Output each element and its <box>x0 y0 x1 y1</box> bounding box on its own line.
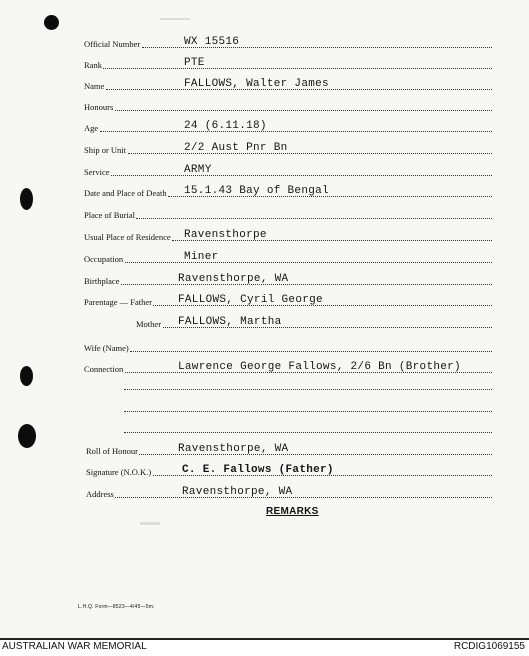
occupation-row <box>84 249 492 265</box>
punch-hole <box>20 366 33 386</box>
roll-of-honour-value: Ravensthorpe, WA <box>178 443 289 455</box>
connection-value: Lawrence George Fallows, 2/6 Bn (Brother) <box>178 361 461 373</box>
father-row <box>84 292 492 308</box>
mother-value: FALLOWS, Martha <box>178 316 282 328</box>
official-number-value: WX 15516 <box>184 36 240 48</box>
wife-label: Wife (Name) <box>84 343 129 353</box>
footer-institution: AUSTRALIAN WAR MEMORIAL <box>2 641 147 652</box>
dotted-line <box>111 175 492 176</box>
age-value: 24 (6.11.18) <box>184 120 267 132</box>
father-value: FALLOWS, Cyril George <box>178 294 323 306</box>
death-row <box>84 183 492 199</box>
mother-row <box>136 314 492 330</box>
age-row <box>84 118 492 134</box>
smudge <box>160 18 190 20</box>
roll-of-honour-row <box>86 441 492 457</box>
blank-line <box>124 389 492 390</box>
connection-row <box>84 359 492 375</box>
ship-or-unit-label: Ship or Unit <box>84 145 127 155</box>
dotted-line <box>103 68 492 69</box>
smudge <box>140 522 160 525</box>
remarks-heading: REMARKS <box>266 506 319 517</box>
honours-label: Honours <box>84 102 114 112</box>
dotted-line <box>100 131 492 132</box>
ship-or-unit-value: 2/2 Aust Pnr Bn <box>184 142 288 154</box>
burial-row <box>84 205 492 221</box>
official-number-row <box>84 34 492 50</box>
dotted-line <box>130 351 492 352</box>
roll-of-honour-label: Roll of Honour <box>86 446 138 456</box>
punch-hole <box>20 188 33 210</box>
name-row <box>84 76 492 92</box>
archive-footer <box>0 638 529 656</box>
dotted-line <box>115 110 492 111</box>
rank-label: Rank <box>84 60 102 70</box>
death-value: 15.1.43 Bay of Bengal <box>184 185 329 197</box>
name-value: FALLOWS, Walter James <box>184 78 329 90</box>
signature-value: C. E. Fallows (Father) <box>182 464 334 476</box>
name-label: Name <box>84 81 105 91</box>
punch-hole <box>18 424 36 448</box>
rank-value: PTE <box>184 57 205 69</box>
connection-label: Connection <box>84 364 124 374</box>
official-number-label: Official Number <box>84 39 141 49</box>
address-row <box>86 484 492 500</box>
blank-line <box>124 411 492 412</box>
printer-line: L.H.Q. Form—8523—4/45—5m. <box>78 604 155 610</box>
dotted-line <box>128 153 492 154</box>
rank-row <box>84 55 492 71</box>
address-label: Address <box>86 489 114 499</box>
ship-or-unit-row <box>84 140 492 156</box>
signature-label: Signature (N.O.K.) <box>86 467 152 477</box>
service-value: ARMY <box>184 164 212 176</box>
service-row <box>84 162 492 178</box>
dotted-line <box>136 218 492 219</box>
birthplace-label: Birthplace <box>84 276 120 286</box>
occupation-value: Miner <box>184 251 219 263</box>
dotted-line <box>115 497 492 498</box>
footer-record-id: RCDIG1069155 <box>453 641 525 652</box>
residence-value: Ravensthorpe <box>184 229 267 241</box>
death-label: Date and Place of Death <box>84 188 167 198</box>
occupation-label: Occupation <box>84 254 124 264</box>
wife-row <box>84 338 492 354</box>
signature-row <box>86 462 492 478</box>
mother-label: Mother <box>136 319 162 329</box>
blank-line <box>124 432 492 433</box>
address-value: Ravensthorpe, WA <box>182 486 293 498</box>
dotted-line <box>121 284 492 285</box>
dotted-line <box>125 262 492 263</box>
residence-label: Usual Place of Residence <box>84 232 171 242</box>
honours-row <box>84 97 492 113</box>
residence-row <box>84 227 492 243</box>
service-label: Service <box>84 167 110 177</box>
punch-hole <box>44 15 59 30</box>
age-label: Age <box>84 123 99 133</box>
birthplace-value: Ravensthorpe, WA <box>178 273 289 285</box>
burial-label: Place of Burial <box>84 210 135 220</box>
father-label: Parentage — Father <box>84 297 152 307</box>
birthplace-row <box>84 271 492 287</box>
